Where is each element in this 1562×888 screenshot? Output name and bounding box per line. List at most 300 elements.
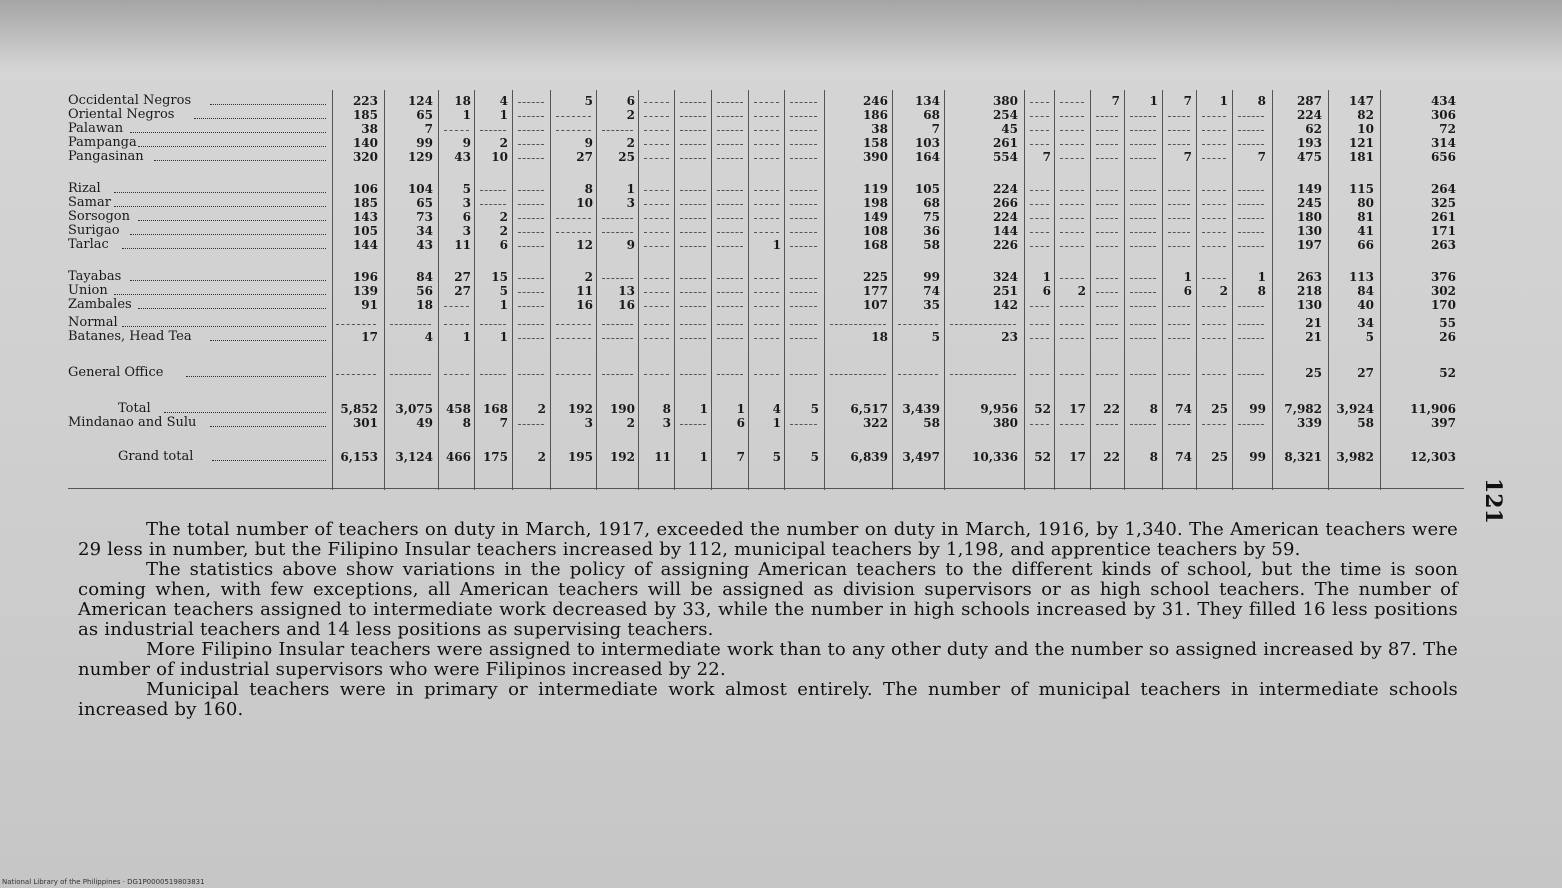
- table-cell: 1: [699, 450, 708, 464]
- empty-cell-dash: [680, 144, 706, 145]
- empty-cell-dash: [830, 374, 886, 375]
- table-cell: 124: [407, 94, 433, 108]
- paragraph-1: The total number of teachers on duty in March, 1917, exceeded the number on duty in March, 1916, by 1,340. The American teachers were 29 less in number, but the Filipino Insular teachers increased by 112, municipal teachers by 1,198, and apprentice teachers by 59.: [78, 519, 1458, 560]
- empty-cell-dash: [680, 246, 706, 247]
- table-cell: 130: [1296, 224, 1322, 238]
- table-cell: 3: [462, 196, 471, 210]
- empty-cell-dash: [1030, 204, 1049, 205]
- empty-cell-dash: [717, 374, 743, 375]
- table-cell: 27: [576, 150, 593, 164]
- table-cell: 1: [499, 108, 508, 122]
- table-cell: 8: [462, 416, 471, 430]
- paragraph-2: The statistics above show variations in the policy of assigning American teachers to the different kinds of school, but the time is soon coming when, with few exceptions, all American teachers will be assigned as division supervisors or as high school teachers. The number of American teachers assigned to intermediate work decreased by 33, while the number in high schools increased by 31. They filled 16 less positions as industrial teachers and 14 less positions as supervising teachers.: [78, 559, 1458, 640]
- table-cell: 144: [992, 224, 1018, 238]
- table-cell: 4: [499, 94, 508, 108]
- table-cell: 390: [862, 150, 888, 164]
- empty-cell-dash: [336, 374, 376, 375]
- table-bottom-rule: [68, 488, 1464, 489]
- table-cell: 119: [862, 182, 888, 196]
- empty-cell-dash: [1202, 190, 1226, 191]
- empty-cell-dash: [1238, 144, 1264, 145]
- empty-cell-dash: [1168, 338, 1190, 339]
- empty-cell-dash: [518, 232, 544, 233]
- table-cell: 25: [1211, 450, 1228, 464]
- empty-cell-dash: [518, 424, 544, 425]
- empty-cell-dash: [518, 278, 544, 279]
- empty-cell-dash: [1096, 338, 1118, 339]
- empty-cell-dash: [680, 292, 706, 293]
- row-label-text: Pampanga: [68, 136, 137, 150]
- empty-cell-dash: [717, 102, 743, 103]
- table-cell: 11: [576, 284, 593, 298]
- empty-cell-dash: [556, 374, 591, 375]
- table-cell: 164: [914, 150, 940, 164]
- table-cell: 105: [352, 224, 378, 238]
- empty-cell-dash: [602, 278, 633, 279]
- teachers-table: [68, 84, 1464, 494]
- table-cell: 2: [499, 136, 508, 150]
- empty-cell-dash: [644, 204, 669, 205]
- empty-cell-dash: [1168, 204, 1190, 205]
- dot-leader: [130, 234, 326, 235]
- empty-cell-dash: [717, 278, 743, 279]
- empty-cell-dash: [950, 374, 1016, 375]
- empty-cell-dash: [1096, 424, 1118, 425]
- table-cell: 261: [992, 136, 1018, 150]
- empty-cell-dash: [1130, 246, 1156, 247]
- empty-cell-dash: [1238, 424, 1264, 425]
- table-cell: 7: [1183, 150, 1192, 164]
- table-cell: 25: [1305, 366, 1322, 380]
- row-label: [68, 316, 330, 330]
- column-divider: [824, 90, 825, 490]
- empty-cell-dash: [644, 338, 669, 339]
- paragraph-4: Municipal teachers were in primary or intermediate work almost entirely. The number of municipal teachers in intermediate schools increased by 160.: [78, 679, 1458, 720]
- row-label-text: Tayabas: [68, 270, 122, 284]
- empty-cell-dash: [518, 102, 544, 103]
- column-divider: [596, 90, 597, 490]
- empty-cell-dash: [336, 324, 376, 325]
- table-cell: 266: [992, 196, 1018, 210]
- empty-cell-dash: [602, 130, 633, 131]
- empty-cell-dash: [1096, 324, 1118, 325]
- table-cell: 17: [361, 330, 378, 344]
- table-cell: 2: [537, 450, 546, 464]
- table-cell: 103: [914, 136, 940, 150]
- table-cell: 192: [609, 450, 635, 464]
- table-cell: 9: [462, 136, 471, 150]
- table-cell: 8: [1149, 402, 1158, 416]
- table-cell: 3,124: [395, 450, 433, 464]
- row-label-text: Grand total: [118, 450, 194, 464]
- table-cell: 99: [416, 136, 433, 150]
- table-cell: 7: [1257, 150, 1266, 164]
- empty-cell-dash: [790, 116, 817, 117]
- empty-cell-dash: [790, 130, 817, 131]
- empty-cell-dash: [1060, 278, 1084, 279]
- empty-cell-dash: [754, 292, 779, 293]
- table-cell: 52: [1034, 450, 1051, 464]
- table-cell: 466: [445, 450, 471, 464]
- empty-cell-dash: [717, 190, 743, 191]
- table-cell: 73: [416, 210, 433, 224]
- empty-cell-dash: [1238, 218, 1264, 219]
- table-cell: 58: [923, 416, 940, 430]
- table-cell: 10,336: [972, 450, 1018, 464]
- table-cell: 168: [482, 402, 508, 416]
- table-cell: 1: [1149, 94, 1158, 108]
- empty-cell-dash: [1030, 306, 1049, 307]
- empty-cell-dash: [1130, 130, 1156, 131]
- table-cell: 192: [567, 402, 593, 416]
- table-cell: 325: [1430, 196, 1456, 210]
- empty-cell-dash: [1130, 374, 1156, 375]
- table-cell: 1: [499, 298, 508, 312]
- table-cell: 195: [567, 450, 593, 464]
- empty-cell-dash: [754, 306, 779, 307]
- table-cell: 139: [352, 284, 378, 298]
- empty-cell-dash: [1202, 424, 1226, 425]
- table-cell: 144: [352, 238, 378, 252]
- empty-cell-dash: [1168, 130, 1190, 131]
- table-cell: 1: [499, 330, 508, 344]
- column-divider: [1090, 90, 1091, 490]
- empty-cell-dash: [556, 324, 591, 325]
- column-divider: [512, 90, 513, 490]
- empty-cell-dash: [717, 306, 743, 307]
- table-cell: 263: [1430, 238, 1456, 252]
- row-label: [68, 402, 330, 416]
- row-label: [68, 416, 330, 430]
- empty-cell-dash: [390, 324, 431, 325]
- empty-cell-dash: [790, 246, 817, 247]
- empty-cell-dash: [518, 204, 544, 205]
- table-cell: 2: [626, 416, 635, 430]
- table-cell: 190: [609, 402, 635, 416]
- table-cell: 5: [584, 94, 593, 108]
- column-divider: [1124, 90, 1125, 490]
- empty-cell-dash: [1202, 204, 1226, 205]
- empty-cell-dash: [1060, 144, 1084, 145]
- table-cell: 74: [1175, 450, 1192, 464]
- table-cell: 7: [1183, 94, 1192, 108]
- table-cell: 302: [1430, 284, 1456, 298]
- table-cell: 322: [862, 416, 888, 430]
- empty-cell-dash: [1202, 218, 1226, 219]
- empty-cell-dash: [1168, 232, 1190, 233]
- table-cell: 25: [1211, 402, 1228, 416]
- table-cell: 27: [454, 270, 471, 284]
- empty-cell-dash: [717, 232, 743, 233]
- table-cell: 3,924: [1336, 402, 1374, 416]
- empty-cell-dash: [1168, 306, 1190, 307]
- table-cell: 58: [923, 238, 940, 252]
- empty-cell-dash: [480, 204, 506, 205]
- empty-cell-dash: [790, 158, 817, 159]
- table-cell: 38: [361, 122, 378, 136]
- row-label-text: Batanes, Head Tea: [68, 330, 192, 344]
- table-cell: 149: [862, 210, 888, 224]
- empty-cell-dash: [1202, 306, 1226, 307]
- table-cell: 22: [1103, 402, 1120, 416]
- table-cell: 121: [1348, 136, 1374, 150]
- table-cell: 170: [1430, 298, 1456, 312]
- table-cell: 8: [1257, 284, 1266, 298]
- table-cell: 113: [1348, 270, 1374, 284]
- empty-cell-dash: [1168, 144, 1190, 145]
- empty-cell-dash: [1130, 306, 1156, 307]
- row-label-text: Samar: [68, 196, 111, 210]
- empty-cell-dash: [480, 324, 506, 325]
- empty-cell-dash: [1030, 324, 1049, 325]
- table-cell: 84: [416, 270, 433, 284]
- table-cell: 301: [352, 416, 378, 430]
- dot-leader: [210, 104, 326, 105]
- empty-cell-dash: [790, 218, 817, 219]
- table-cell: 52: [1439, 366, 1456, 380]
- empty-cell-dash: [644, 130, 669, 131]
- table-cell: 10: [1357, 122, 1374, 136]
- column-divider: [384, 90, 385, 490]
- empty-cell-dash: [790, 338, 817, 339]
- empty-cell-dash: [644, 232, 669, 233]
- table-cell: 246: [862, 94, 888, 108]
- empty-cell-dash: [790, 232, 817, 233]
- column-divider: [944, 90, 945, 490]
- row-label: [68, 150, 330, 164]
- table-cell: 186: [862, 108, 888, 122]
- table-cell: 12,303: [1410, 450, 1456, 464]
- table-cell: 380: [992, 416, 1018, 430]
- table-cell: 3: [584, 416, 593, 430]
- table-cell: 15: [491, 270, 508, 284]
- empty-cell-dash: [518, 306, 544, 307]
- table-cell: 49: [416, 416, 433, 430]
- column-divider: [674, 90, 675, 490]
- empty-cell-dash: [1130, 190, 1156, 191]
- column-divider: [1024, 90, 1025, 490]
- empty-cell-dash: [680, 204, 706, 205]
- table-cell: 5,852: [340, 402, 378, 416]
- paragraph-3: More Filipino Insular teachers were assigned to intermediate work than to any other duty and the number so assigned increased by 87. The number of industrial supervisors who were Filipinos increased by 22.: [78, 639, 1458, 680]
- row-label: [68, 182, 330, 196]
- table-cell: 99: [1249, 450, 1266, 464]
- table-cell: 18: [871, 330, 888, 344]
- table-cell: 2: [537, 402, 546, 416]
- dot-leader: [138, 220, 326, 221]
- table-cell: 218: [1296, 284, 1322, 298]
- empty-cell-dash: [790, 190, 817, 191]
- table-cell: 324: [992, 270, 1018, 284]
- empty-cell-dash: [1202, 130, 1226, 131]
- empty-cell-dash: [1030, 218, 1049, 219]
- empty-cell-dash: [1030, 130, 1049, 131]
- empty-cell-dash: [1030, 232, 1049, 233]
- table-cell: 3,982: [1336, 450, 1374, 464]
- empty-cell-dash: [1238, 116, 1264, 117]
- row-label-text: Oriental Negros: [68, 108, 175, 122]
- row-label: [68, 238, 330, 252]
- body-text: [78, 520, 1458, 720]
- table-cell: 74: [923, 284, 940, 298]
- empty-cell-dash: [1238, 374, 1264, 375]
- empty-cell-dash: [1060, 102, 1084, 103]
- empty-cell-dash: [717, 204, 743, 205]
- table-cell: 43: [416, 238, 433, 252]
- empty-cell-dash: [1060, 424, 1084, 425]
- column-divider: [1054, 90, 1055, 490]
- empty-cell-dash: [790, 292, 817, 293]
- empty-cell-dash: [602, 324, 633, 325]
- dot-leader: [212, 460, 326, 461]
- table-cell: 7,982: [1284, 402, 1322, 416]
- empty-cell-dash: [480, 130, 506, 131]
- table-cell: 7: [1042, 150, 1051, 164]
- table-cell: 16: [576, 298, 593, 312]
- table-cell: 81: [1357, 210, 1374, 224]
- dot-leader: [154, 160, 326, 161]
- empty-cell-dash: [1096, 190, 1118, 191]
- empty-cell-dash: [1238, 246, 1264, 247]
- table-cell: 9: [584, 136, 593, 150]
- empty-cell-dash: [790, 374, 817, 375]
- empty-cell-dash: [1096, 130, 1118, 131]
- empty-cell-dash: [644, 190, 669, 191]
- empty-cell-dash: [480, 190, 506, 191]
- empty-cell-dash: [1238, 204, 1264, 205]
- empty-cell-dash: [1030, 190, 1049, 191]
- empty-cell-dash: [680, 218, 706, 219]
- table-cell: 80: [1357, 196, 1374, 210]
- table-cell: 181: [1348, 150, 1374, 164]
- table-cell: 99: [923, 270, 940, 284]
- empty-cell-dash: [790, 306, 817, 307]
- row-label-text: Total: [118, 402, 151, 416]
- empty-cell-dash: [518, 190, 544, 191]
- table-cell: 26: [1439, 330, 1456, 344]
- row-label: [68, 330, 330, 344]
- column-divider: [1328, 90, 1329, 490]
- empty-cell-dash: [1060, 374, 1084, 375]
- table-cell: 6,839: [850, 450, 888, 464]
- empty-cell-dash: [556, 338, 591, 339]
- table-cell: 40: [1357, 298, 1374, 312]
- table-cell: 82: [1357, 108, 1374, 122]
- table-cell: 18: [416, 298, 433, 312]
- table-cell: 287: [1296, 94, 1322, 108]
- table-cell: 8: [584, 182, 593, 196]
- empty-cell-dash: [1202, 374, 1226, 375]
- empty-cell-dash: [518, 144, 544, 145]
- row-label-text: Sorsogon: [68, 210, 130, 224]
- empty-cell-dash: [444, 306, 469, 307]
- table-cell: 17: [1069, 450, 1086, 464]
- empty-cell-dash: [518, 116, 544, 117]
- table-cell: 21: [1305, 330, 1322, 344]
- dot-leader: [114, 294, 326, 295]
- table-cell: 8: [662, 402, 671, 416]
- empty-cell-dash: [754, 204, 779, 205]
- row-label: [68, 284, 330, 298]
- column-divider: [438, 90, 439, 490]
- table-cell: 2: [1219, 284, 1228, 298]
- table-cell: 158: [862, 136, 888, 150]
- empty-cell-dash: [1130, 144, 1156, 145]
- empty-cell-dash: [1238, 338, 1264, 339]
- table-cell: 45: [1001, 122, 1018, 136]
- table-cell: 1: [462, 108, 471, 122]
- empty-cell-dash: [1130, 278, 1156, 279]
- row-label: [68, 136, 330, 150]
- table-cell: 380: [992, 94, 1018, 108]
- table-cell: 226: [992, 238, 1018, 252]
- table-cell: 7: [499, 416, 508, 430]
- dot-leader: [114, 192, 326, 193]
- table-cell: 261: [1430, 210, 1456, 224]
- table-cell: 16: [618, 298, 635, 312]
- empty-cell-dash: [717, 338, 743, 339]
- empty-cell-dash: [644, 218, 669, 219]
- table-cell: 168: [862, 238, 888, 252]
- empty-cell-dash: [754, 232, 779, 233]
- empty-cell-dash: [1060, 190, 1084, 191]
- table-cell: 11: [454, 238, 471, 252]
- column-divider: [550, 90, 551, 490]
- empty-cell-dash: [518, 324, 544, 325]
- table-cell: 13: [618, 284, 635, 298]
- empty-cell-dash: [1130, 338, 1156, 339]
- table-cell: 5: [1365, 330, 1374, 344]
- table-cell: 9,956: [980, 402, 1018, 416]
- table-cell: 1: [1183, 270, 1192, 284]
- table-cell: 3: [626, 196, 635, 210]
- table-cell: 56: [416, 284, 433, 298]
- table-cell: 7: [931, 122, 940, 136]
- table-cell: 36: [923, 224, 940, 238]
- empty-cell-dash: [754, 218, 779, 219]
- table-cell: 177: [862, 284, 888, 298]
- table-cell: 475: [1296, 150, 1322, 164]
- table-cell: 7: [424, 122, 433, 136]
- table-cell: 130: [1296, 298, 1322, 312]
- table-cell: 58: [1357, 416, 1374, 430]
- table-cell: 263: [1296, 270, 1322, 284]
- table-cell: 38: [871, 122, 888, 136]
- row-label: [68, 270, 330, 284]
- empty-cell-dash: [1202, 278, 1226, 279]
- empty-cell-dash: [680, 102, 706, 103]
- row-label-text: Mindanao and Sulu: [68, 416, 197, 430]
- table-cell: 8: [1257, 94, 1266, 108]
- table-cell: 34: [416, 224, 433, 238]
- empty-cell-dash: [790, 204, 817, 205]
- table-cell: 8: [1149, 450, 1158, 464]
- column-divider: [784, 90, 785, 490]
- empty-cell-dash: [830, 324, 886, 325]
- dot-leader: [210, 340, 326, 341]
- table-cell: 142: [992, 298, 1018, 312]
- table-cell: 1: [462, 330, 471, 344]
- empty-cell-dash: [644, 306, 669, 307]
- table-cell: 9: [626, 238, 635, 252]
- column-divider: [892, 90, 893, 490]
- table-cell: 224: [992, 182, 1018, 196]
- table-cell: 68: [923, 108, 940, 122]
- empty-cell-dash: [1130, 116, 1156, 117]
- table-cell: 5: [931, 330, 940, 344]
- empty-cell-dash: [518, 130, 544, 131]
- table-cell: 134: [914, 94, 940, 108]
